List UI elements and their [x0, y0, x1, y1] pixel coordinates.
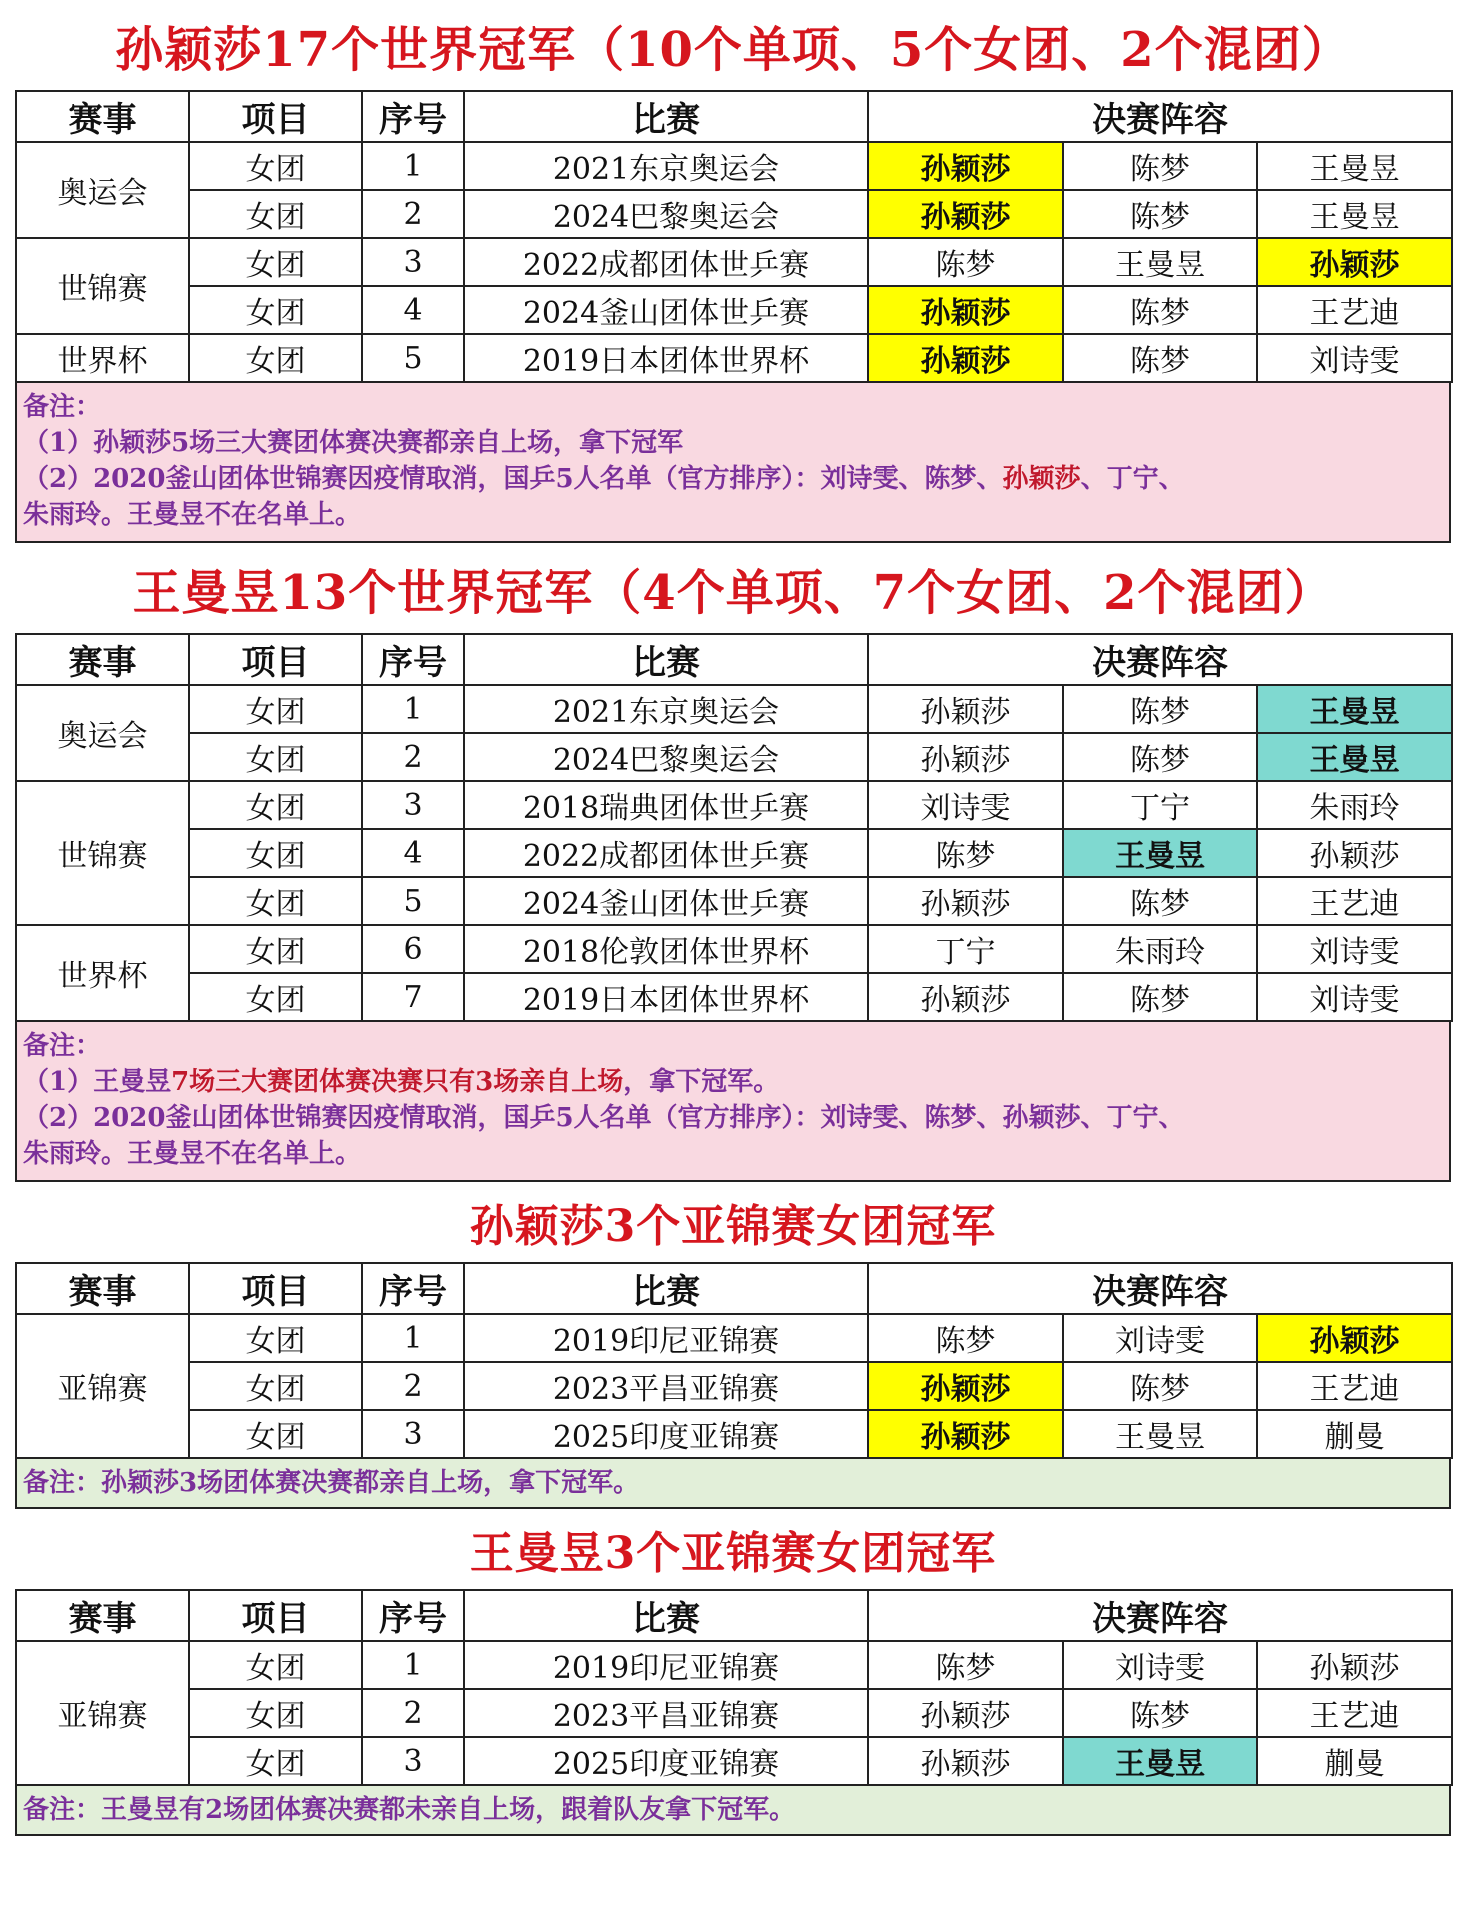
section1-note [15, 383, 1451, 543]
player-cell: 陈梦 [1063, 142, 1257, 190]
player-cell: 蒯曼 [1257, 1737, 1452, 1785]
player-cell: 孙颖莎 [868, 142, 1063, 190]
match-cell: 2023平昌亚锦赛 [464, 1362, 868, 1410]
table-row [16, 733, 1452, 781]
match-cell: 2024釜山团体世乒赛 [464, 286, 868, 334]
player-cell: 陈梦 [1063, 286, 1257, 334]
section3-table [15, 1262, 1453, 1459]
no-cell: 4 [362, 829, 464, 877]
header-lineup: 决赛阵容 [868, 1263, 1452, 1314]
header-event: 赛事 [16, 634, 189, 685]
match-cell: 2025印度亚锦赛 [464, 1410, 868, 1458]
item-cell: 女团 [189, 733, 362, 781]
event-cell: 亚锦赛 [16, 1641, 189, 1785]
player-cell: 孙颖莎 [868, 190, 1063, 238]
event-cell: 世锦赛 [16, 238, 189, 334]
item-cell: 女团 [189, 142, 362, 190]
player-cell: 王艺迪 [1257, 1689, 1452, 1737]
table-row [16, 781, 1452, 829]
match-cell: 2019日本团体世界杯 [464, 973, 868, 1021]
match-cell: 2019印尼亚锦赛 [464, 1314, 868, 1362]
page [15, 0, 1451, 1836]
player-cell: 陈梦 [1063, 973, 1257, 1021]
section4-title: 王曼昱3个亚锦赛女团冠军 [469, 1528, 997, 1579]
player-cell: 王艺迪 [1257, 877, 1452, 925]
table-header-row [16, 1263, 1452, 1314]
player-cell: 孙颖莎 [868, 1689, 1063, 1737]
header-match: 比赛 [464, 634, 868, 685]
header-event: 赛事 [16, 1263, 189, 1314]
player-cell: 王艺迪 [1257, 286, 1452, 334]
note-highlight: 孙颖莎 [1002, 464, 1081, 494]
player-cell: 孙颖莎 [868, 334, 1063, 382]
table-row [16, 142, 1452, 190]
player-cell: 孙颖莎 [1257, 829, 1452, 877]
note-highlight: 7场三大赛团体赛决赛只有3场亲自上场 [171, 1067, 624, 1097]
item-cell: 女团 [189, 1641, 362, 1689]
item-cell: 女团 [189, 1314, 362, 1362]
section3-title: 孙颖莎3个亚锦赛女团冠军 [469, 1201, 997, 1252]
player-cell: 孙颖莎 [868, 973, 1063, 1021]
no-cell: 7 [362, 973, 464, 1021]
no-cell: 5 [362, 877, 464, 925]
player-cell: 陈梦 [868, 1314, 1063, 1362]
table-row [16, 286, 1452, 334]
no-cell: 2 [362, 1689, 464, 1737]
player-cell: 陈梦 [1063, 877, 1257, 925]
player-cell: 王曼昱 [1063, 238, 1257, 286]
header-match: 比赛 [464, 91, 868, 142]
header-event: 赛事 [16, 1590, 189, 1641]
item-cell: 女团 [189, 781, 362, 829]
item-cell: 女团 [189, 286, 362, 334]
header-no: 序号 [362, 1590, 464, 1641]
player-cell: 朱雨玲 [1257, 781, 1452, 829]
player-cell: 王曼昱 [1257, 685, 1452, 733]
player-cell: 刘诗雯 [1063, 1641, 1257, 1689]
note-line: 朱雨玲。王曼昱不在名单上。 [23, 1139, 362, 1169]
player-cell: 孙颖莎 [868, 1410, 1063, 1458]
header-item: 项目 [189, 1590, 362, 1641]
player-cell: 蒯曼 [1257, 1410, 1452, 1458]
player-cell: 王曼昱 [1257, 142, 1452, 190]
no-cell: 1 [362, 142, 464, 190]
note-line: （2）2020釜山团体世锦赛因疫情取消，国乒5人名单（官方排序）：刘诗雯、陈梦、孙颖莎、丁宁、 [23, 1103, 1185, 1133]
item-cell: 女团 [189, 1737, 362, 1785]
note-line: 朱雨玲。王曼昱不在名单上。 [23, 500, 362, 530]
table-row [16, 1410, 1452, 1458]
section2-note [15, 1022, 1451, 1182]
player-cell: 王曼昱 [1063, 1737, 1257, 1785]
event-cell: 奥运会 [16, 685, 189, 781]
no-cell: 3 [362, 238, 464, 286]
match-cell: 2018伦敦团体世界杯 [464, 925, 868, 973]
section1-table [15, 90, 1453, 383]
player-cell: 朱雨玲 [1063, 925, 1257, 973]
section3-note: 备注：孙颖莎3场团体赛决赛都亲自上场，拿下冠军。 [15, 1459, 1451, 1509]
item-cell: 女团 [189, 1689, 362, 1737]
header-item: 项目 [189, 1263, 362, 1314]
no-cell: 3 [362, 781, 464, 829]
player-cell: 王曼昱 [1063, 1410, 1257, 1458]
note-text: （2）2020釜山团体世锦赛因疫情取消，国乒5人名单（官方排序）：刘诗雯、陈梦、 [23, 464, 1003, 494]
match-cell: 2019印尼亚锦赛 [464, 1641, 868, 1689]
match-cell: 2021东京奥运会 [464, 142, 868, 190]
event-cell: 亚锦赛 [16, 1314, 189, 1458]
note-text: （1）王曼昱 [23, 1067, 172, 1097]
note-text: ，拿下冠军。 [623, 1067, 780, 1097]
player-cell: 孙颖莎 [868, 685, 1063, 733]
player-cell: 孙颖莎 [1257, 1641, 1452, 1689]
header-item: 项目 [189, 634, 362, 685]
item-cell: 女团 [189, 973, 362, 1021]
header-match: 比赛 [464, 1590, 868, 1641]
table-row [16, 1362, 1452, 1410]
player-cell: 王曼昱 [1063, 829, 1257, 877]
no-cell: 1 [362, 1641, 464, 1689]
note-label: 备注： [23, 1031, 102, 1061]
player-cell: 王曼昱 [1257, 733, 1452, 781]
item-cell: 女团 [189, 190, 362, 238]
no-cell: 5 [362, 334, 464, 382]
player-cell: 陈梦 [1063, 334, 1257, 382]
table-row [16, 829, 1452, 877]
header-no: 序号 [362, 1263, 464, 1314]
header-lineup: 决赛阵容 [868, 634, 1452, 685]
no-cell: 2 [362, 733, 464, 781]
match-cell: 2024巴黎奥运会 [464, 190, 868, 238]
note-line [23, 461, 1443, 497]
table-row [16, 1314, 1452, 1362]
match-cell: 2022成都团体世乒赛 [464, 238, 868, 286]
item-cell: 女团 [189, 925, 362, 973]
header-event: 赛事 [16, 91, 189, 142]
player-cell: 陈梦 [1063, 1362, 1257, 1410]
no-cell: 1 [362, 685, 464, 733]
header-lineup: 决赛阵容 [868, 91, 1452, 142]
table-header-row [16, 91, 1452, 142]
item-cell: 女团 [189, 877, 362, 925]
item-cell: 女团 [189, 1362, 362, 1410]
note-line [23, 1064, 1443, 1100]
player-cell: 陈梦 [1063, 190, 1257, 238]
table-row [16, 1641, 1452, 1689]
item-cell: 女团 [189, 685, 362, 733]
no-cell: 3 [362, 1410, 464, 1458]
player-cell: 刘诗雯 [1063, 1314, 1257, 1362]
match-cell: 2024釜山团体世乒赛 [464, 877, 868, 925]
note-text: 、丁宁、 [1080, 464, 1185, 494]
match-cell: 2018瑞典团体世乒赛 [464, 781, 868, 829]
table-row [16, 877, 1452, 925]
table-row [16, 1689, 1452, 1737]
note-label: 备注： [23, 392, 102, 422]
table-row [16, 685, 1452, 733]
player-cell: 陈梦 [868, 1641, 1063, 1689]
player-cell: 孙颖莎 [868, 1362, 1063, 1410]
player-cell: 孙颖莎 [1257, 1314, 1452, 1362]
player-cell: 陈梦 [1063, 733, 1257, 781]
player-cell: 孙颖莎 [868, 1737, 1063, 1785]
header-match: 比赛 [464, 1263, 868, 1314]
header-item: 项目 [189, 91, 362, 142]
table-row [16, 973, 1452, 1021]
section4-table [15, 1589, 1453, 1786]
player-cell: 刘诗雯 [1257, 973, 1452, 1021]
player-cell: 刘诗雯 [868, 781, 1063, 829]
match-cell: 2022成都团体世乒赛 [464, 829, 868, 877]
player-cell: 陈梦 [1063, 1689, 1257, 1737]
player-cell: 孙颖莎 [868, 877, 1063, 925]
no-cell: 2 [362, 1362, 464, 1410]
player-cell: 陈梦 [868, 238, 1063, 286]
section2-title: 王曼昱13个世界冠军（4个单项、7个女团、2个混团） [132, 564, 1334, 621]
note-line: （1）孙颖莎5场三大赛团体赛决赛都亲自上场，拿下冠军 [23, 428, 684, 458]
table-header-row [16, 1590, 1452, 1641]
item-cell: 女团 [189, 238, 362, 286]
player-cell: 刘诗雯 [1257, 334, 1452, 382]
player-cell: 孙颖莎 [868, 286, 1063, 334]
event-cell: 奥运会 [16, 142, 189, 238]
player-cell: 孙颖莎 [1257, 238, 1452, 286]
table-header-row [16, 634, 1452, 685]
player-cell: 王艺迪 [1257, 1362, 1452, 1410]
event-cell: 世界杯 [16, 925, 189, 1021]
player-cell: 陈梦 [868, 829, 1063, 877]
player-cell: 王曼昱 [1257, 190, 1452, 238]
item-cell: 女团 [189, 334, 362, 382]
match-cell: 2023平昌亚锦赛 [464, 1689, 868, 1737]
table-row [16, 1737, 1452, 1785]
section2-table [15, 633, 1453, 1022]
section1-title: 孙颖莎17个世界冠军（10个单项、5个女团、2个混团） [115, 21, 1351, 78]
player-cell: 刘诗雯 [1257, 925, 1452, 973]
player-cell: 陈梦 [1063, 685, 1257, 733]
no-cell: 4 [362, 286, 464, 334]
item-cell: 女团 [189, 1410, 362, 1458]
event-cell: 世锦赛 [16, 781, 189, 925]
player-cell: 孙颖莎 [868, 733, 1063, 781]
no-cell: 2 [362, 190, 464, 238]
match-cell: 2025印度亚锦赛 [464, 1737, 868, 1785]
table-row [16, 334, 1452, 382]
event-cell: 世界杯 [16, 334, 189, 382]
player-cell: 丁宁 [1063, 781, 1257, 829]
item-cell: 女团 [189, 829, 362, 877]
table-row [16, 190, 1452, 238]
table-row [16, 925, 1452, 973]
header-lineup: 决赛阵容 [868, 1590, 1452, 1641]
header-no: 序号 [362, 634, 464, 685]
no-cell: 3 [362, 1737, 464, 1785]
match-cell: 2019日本团体世界杯 [464, 334, 868, 382]
header-no: 序号 [362, 91, 464, 142]
match-cell: 2021东京奥运会 [464, 685, 868, 733]
player-cell: 丁宁 [868, 925, 1063, 973]
match-cell: 2024巴黎奥运会 [464, 733, 868, 781]
section4-note: 备注：王曼昱有2场团体赛决赛都未亲自上场，跟着队友拿下冠军。 [15, 1786, 1451, 1836]
no-cell: 1 [362, 1314, 464, 1362]
no-cell: 6 [362, 925, 464, 973]
table-row [16, 238, 1452, 286]
